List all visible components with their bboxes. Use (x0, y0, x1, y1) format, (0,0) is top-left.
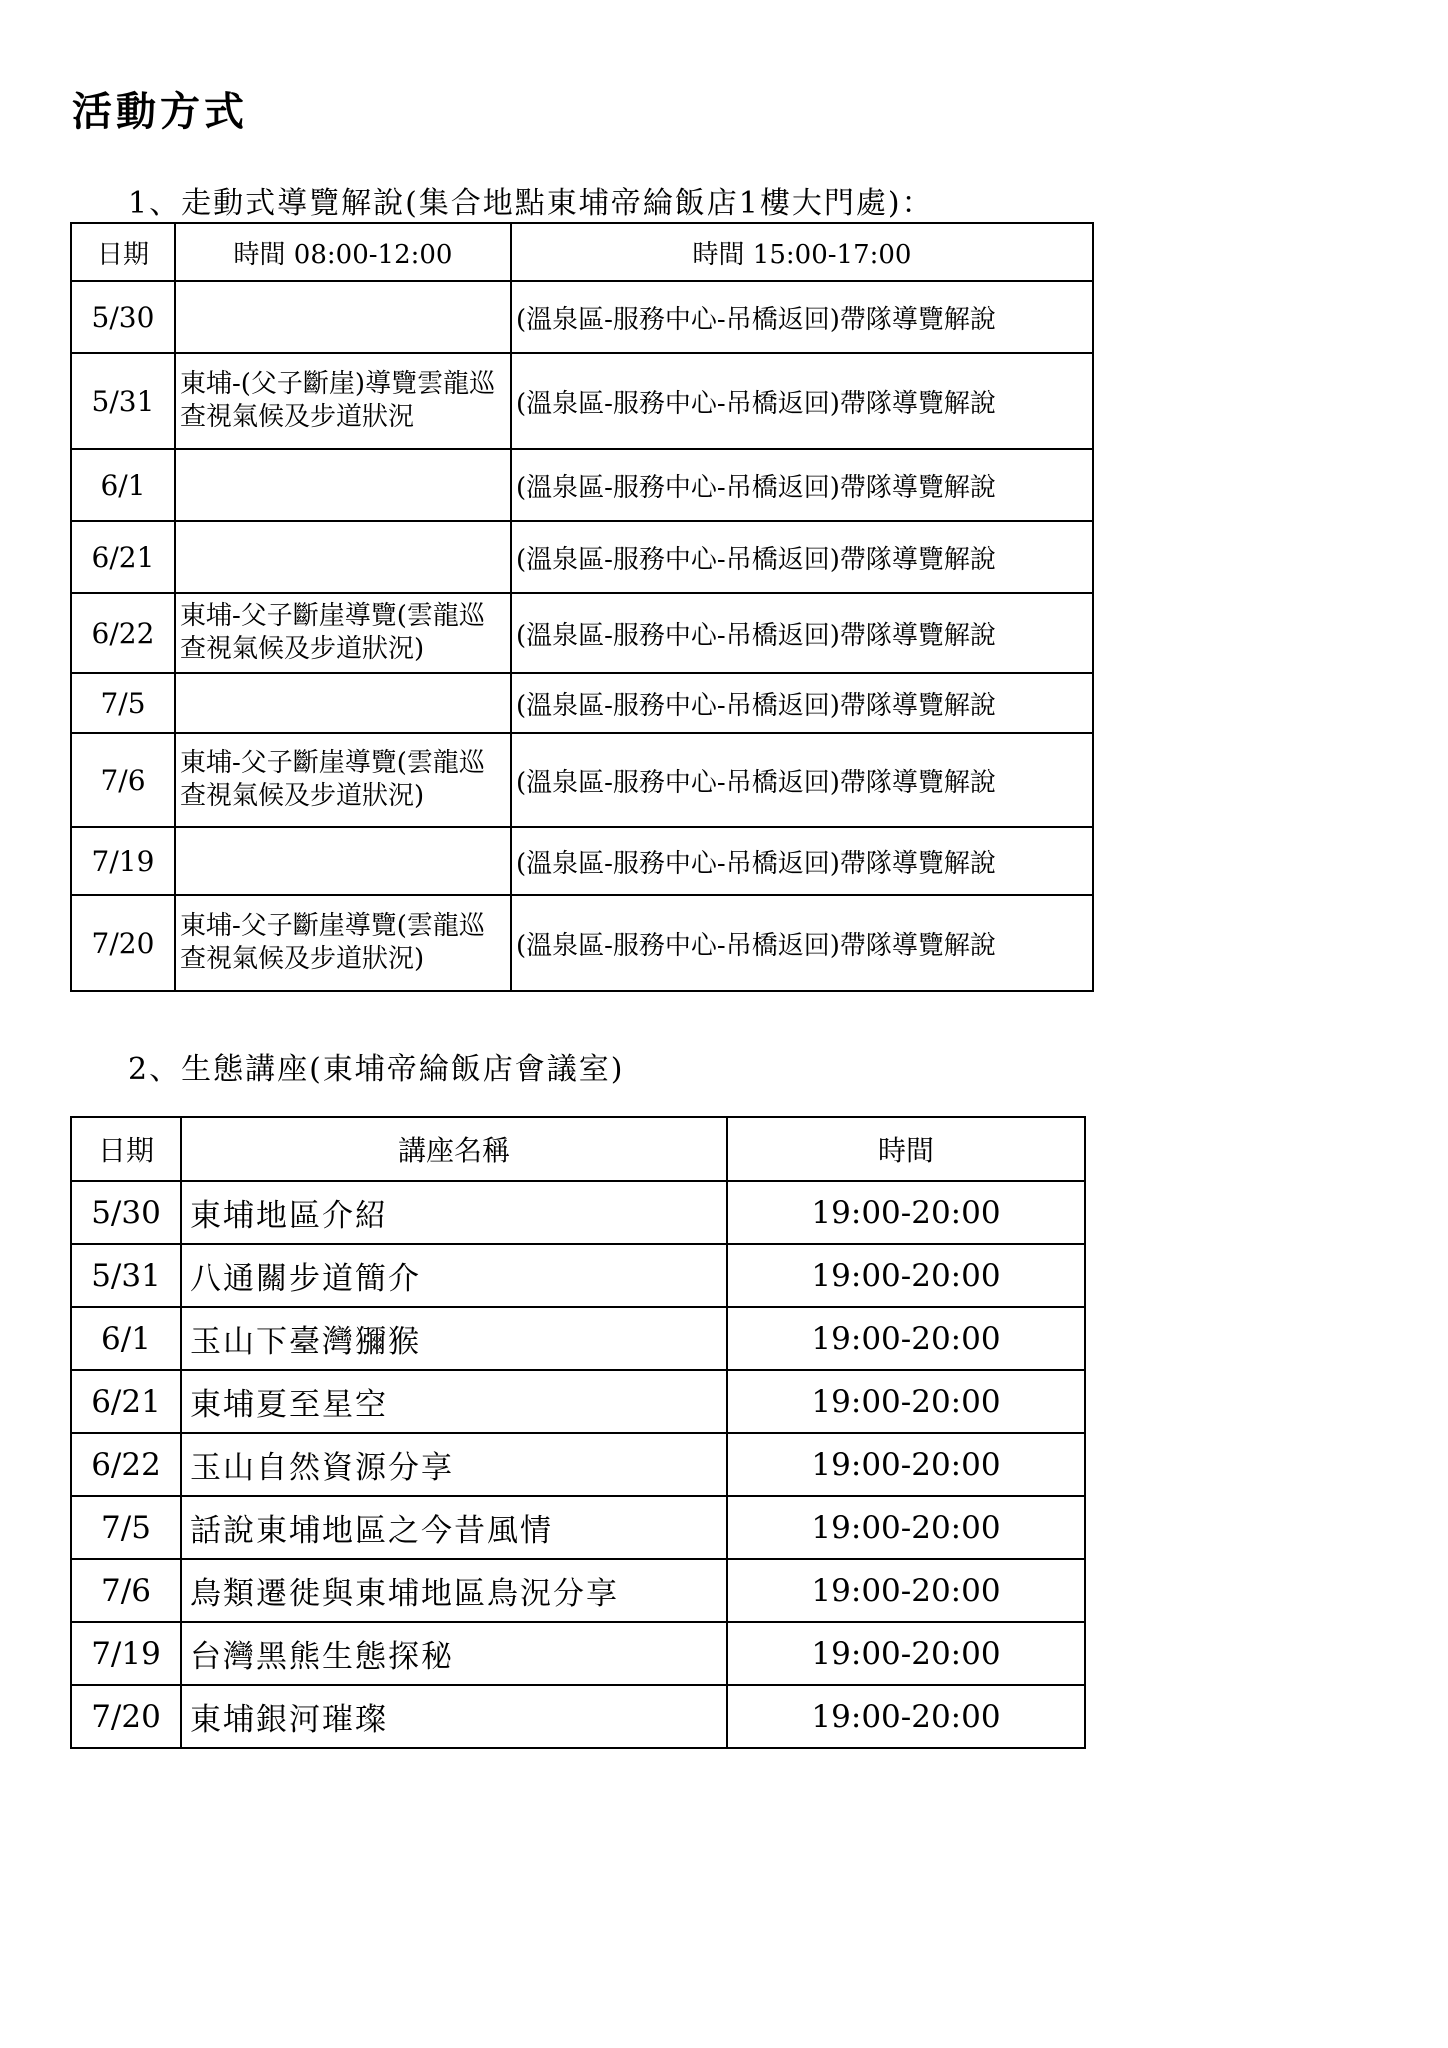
morning-activity-cell (175, 281, 511, 353)
table-row (71, 281, 1093, 353)
date-cell: 5/30 (71, 1181, 181, 1244)
page-title: 活動方式 (72, 89, 248, 135)
date-cell: 6/1 (71, 1307, 181, 1370)
column-header-date: 日期 (71, 223, 175, 281)
afternoon-activity-cell: (溫泉區-服務中心-吊橋返回)帶隊導覽解說 (511, 593, 1093, 673)
date-cell: 7/6 (71, 1559, 181, 1622)
table-row (71, 1685, 1085, 1748)
morning-activity-cell: 東埔-父子斷崖導覽(雲龍巡查視氣候及步道狀況) (175, 593, 511, 673)
afternoon-activity-cell: (溫泉區-服務中心-吊橋返回)帶隊導覽解說 (511, 353, 1093, 449)
lecture-name-cell: 東埔夏至星空 (181, 1370, 727, 1433)
afternoon-activity-cell: (溫泉區-服務中心-吊橋返回)帶隊導覽解說 (511, 281, 1093, 353)
lecture-name-cell: 東埔銀河璀璨 (181, 1685, 727, 1748)
morning-activity-cell (175, 673, 511, 733)
table-row (71, 895, 1093, 991)
table-row (71, 1244, 1085, 1307)
date-cell: 6/22 (71, 1433, 181, 1496)
section-heading-guided-tour: 1、走動式導覽解說(集合地點東埔帝綸飯店1樓大門處)： (128, 186, 934, 221)
table-row (71, 521, 1093, 593)
afternoon-activity-cell: (溫泉區-服務中心-吊橋返回)帶隊導覽解說 (511, 895, 1093, 991)
time-cell: 19:00-20:00 (727, 1622, 1085, 1685)
guided-tour-table (70, 222, 1094, 992)
afternoon-activity-cell: (溫泉區-服務中心-吊橋返回)帶隊導覽解說 (511, 733, 1093, 827)
column-header-afternoon-time: 時間 15:00-17:00 (511, 223, 1093, 281)
time-cell: 19:00-20:00 (727, 1370, 1085, 1433)
time-cell: 19:00-20:00 (727, 1307, 1085, 1370)
table-header-row (71, 223, 1093, 281)
date-cell: 7/20 (71, 895, 175, 991)
table-row (71, 353, 1093, 449)
date-cell: 7/20 (71, 1685, 181, 1748)
lecture-name-cell: 台灣黑熊生態探秘 (181, 1622, 727, 1685)
afternoon-activity-cell: (溫泉區-服務中心-吊橋返回)帶隊導覽解說 (511, 521, 1093, 593)
table-row (71, 1433, 1085, 1496)
table-row (71, 827, 1093, 895)
afternoon-activity-cell: (溫泉區-服務中心-吊橋返回)帶隊導覽解說 (511, 827, 1093, 895)
date-cell: 6/22 (71, 593, 175, 673)
afternoon-activity-cell: (溫泉區-服務中心-吊橋返回)帶隊導覽解說 (511, 673, 1093, 733)
morning-activity-cell (175, 827, 511, 895)
table-row (71, 449, 1093, 521)
time-cell: 19:00-20:00 (727, 1181, 1085, 1244)
morning-activity-cell (175, 449, 511, 521)
date-cell: 5/31 (71, 1244, 181, 1307)
column-header-lecture-name: 講座名稱 (181, 1117, 727, 1181)
time-cell: 19:00-20:00 (727, 1244, 1085, 1307)
section-heading-eco-lecture: 2、生態講座(東埔帝綸飯店會議室) (128, 1052, 625, 1087)
lecture-name-cell: 鳥類遷徙與東埔地區鳥況分享 (181, 1559, 727, 1622)
table-row (71, 593, 1093, 673)
time-cell: 19:00-20:00 (727, 1496, 1085, 1559)
date-cell: 5/31 (71, 353, 175, 449)
morning-activity-cell: 東埔-父子斷崖導覽(雲龍巡查視氣候及步道狀況) (175, 733, 511, 827)
date-cell: 5/30 (71, 281, 175, 353)
date-cell: 7/5 (71, 673, 175, 733)
column-header-time: 時間 (727, 1117, 1085, 1181)
lecture-name-cell: 玉山自然資源分享 (181, 1433, 727, 1496)
table-row (71, 1181, 1085, 1244)
table-row (71, 733, 1093, 827)
table-row (71, 1559, 1085, 1622)
eco-lecture-table (70, 1116, 1086, 1749)
table-row (71, 673, 1093, 733)
column-header-morning-time: 時間 08:00-12:00 (175, 223, 511, 281)
table-row (71, 1622, 1085, 1685)
date-cell: 7/5 (71, 1496, 181, 1559)
table-header-row (71, 1117, 1085, 1181)
date-cell: 6/21 (71, 521, 175, 593)
date-cell: 6/21 (71, 1370, 181, 1433)
morning-activity-cell: 東埔-(父子斷崖)導覽雲龍巡查視氣候及步道狀況 (175, 353, 511, 449)
lecture-name-cell: 玉山下臺灣獼猴 (181, 1307, 727, 1370)
afternoon-activity-cell: (溫泉區-服務中心-吊橋返回)帶隊導覽解說 (511, 449, 1093, 521)
table-row (71, 1370, 1085, 1433)
column-header-date: 日期 (71, 1117, 181, 1181)
time-cell: 19:00-20:00 (727, 1685, 1085, 1748)
date-cell: 6/1 (71, 449, 175, 521)
date-cell: 7/19 (71, 1622, 181, 1685)
morning-activity-cell: 東埔-父子斷崖導覽(雲龍巡查視氣候及步道狀況) (175, 895, 511, 991)
time-cell: 19:00-20:00 (727, 1433, 1085, 1496)
morning-activity-cell (175, 521, 511, 593)
lecture-name-cell: 八通關步道簡介 (181, 1244, 727, 1307)
time-cell: 19:00-20:00 (727, 1559, 1085, 1622)
lecture-name-cell: 東埔地區介紹 (181, 1181, 727, 1244)
table-row (71, 1307, 1085, 1370)
date-cell: 7/19 (71, 827, 175, 895)
table-row (71, 1496, 1085, 1559)
date-cell: 7/6 (71, 733, 175, 827)
lecture-name-cell: 話說東埔地區之今昔風情 (181, 1496, 727, 1559)
